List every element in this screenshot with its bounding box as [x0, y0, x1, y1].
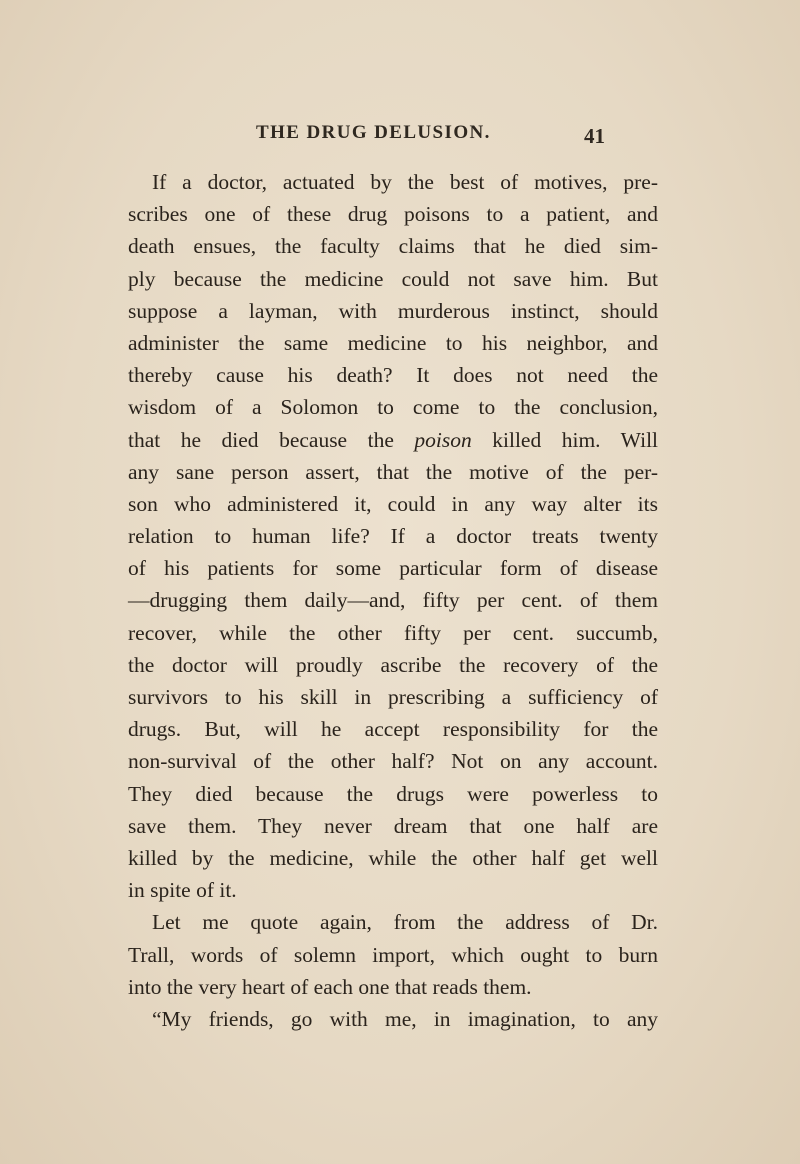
text-line: save them. They never dream that one half are: [128, 813, 658, 838]
running-head: [0, 122, 800, 152]
text-line: ply because the medicine could not save him. But: [128, 266, 658, 291]
text-line: of his patients for some particular form of disease: [128, 556, 658, 581]
text-line: suppose a layman, with murderous instinct, should: [128, 298, 658, 323]
italic-word: poison: [414, 427, 472, 452]
text-line: the doctor will proudly ascribe the recovery of the: [128, 652, 658, 677]
text-line: —drugging them daily—and, fifty per cent. of them: [128, 588, 658, 613]
page-number: 41: [584, 124, 605, 148]
body-text: [128, 166, 658, 1035]
text-line: any sane person assert, that the motive of the per-: [128, 459, 658, 484]
running-head-title: THE DRUG DELUSION.: [256, 122, 491, 143]
text-line: killed by the medicine, while the other half get well: [128, 845, 658, 870]
text-line: in spite of it.: [128, 878, 237, 903]
text-line: relation to human life? If a doctor treats twenty: [128, 524, 658, 549]
text-segment: that he died because the: [128, 427, 394, 452]
text-line: wisdom of a Solomon to come to the conclusion,: [128, 395, 658, 420]
text-line: into the very heart of each one that reads them.: [128, 974, 532, 999]
text-line: recover, while the other fifty per cent. succumb,: [128, 620, 658, 645]
text-line: thereby cause his death? It does not need the: [128, 363, 658, 388]
text-line: They died because the drugs were powerless to: [128, 781, 658, 806]
text-line: scribes one of these drug poisons to a patient, and: [128, 202, 658, 227]
text-line: drugs. But, will he accept responsibility for the: [128, 717, 658, 742]
text-line: non-survival of the other half? Not on any account.: [128, 749, 658, 774]
text-line: administer the same medicine to his neighbor, and: [128, 330, 658, 355]
text-line: son who administered it, could in any way alter its: [128, 491, 658, 516]
text-line: [128, 424, 658, 456]
text-line: Let me quote again, from the address of Dr.: [152, 910, 658, 935]
text-line: death ensues, the faculty claims that he died sim-: [128, 234, 658, 259]
text-line: Trall, words of solemn import, which ought to burn: [128, 942, 658, 967]
text-line: If a doctor, actuated by the best of motives, pre-: [152, 170, 658, 194]
text-line: survivors to his skill in prescribing a sufficiency of: [128, 685, 658, 709]
text-segment: killed him. Will: [492, 427, 659, 452]
text-line: “My friends, go with me, in imagination, to any: [152, 1006, 658, 1031]
